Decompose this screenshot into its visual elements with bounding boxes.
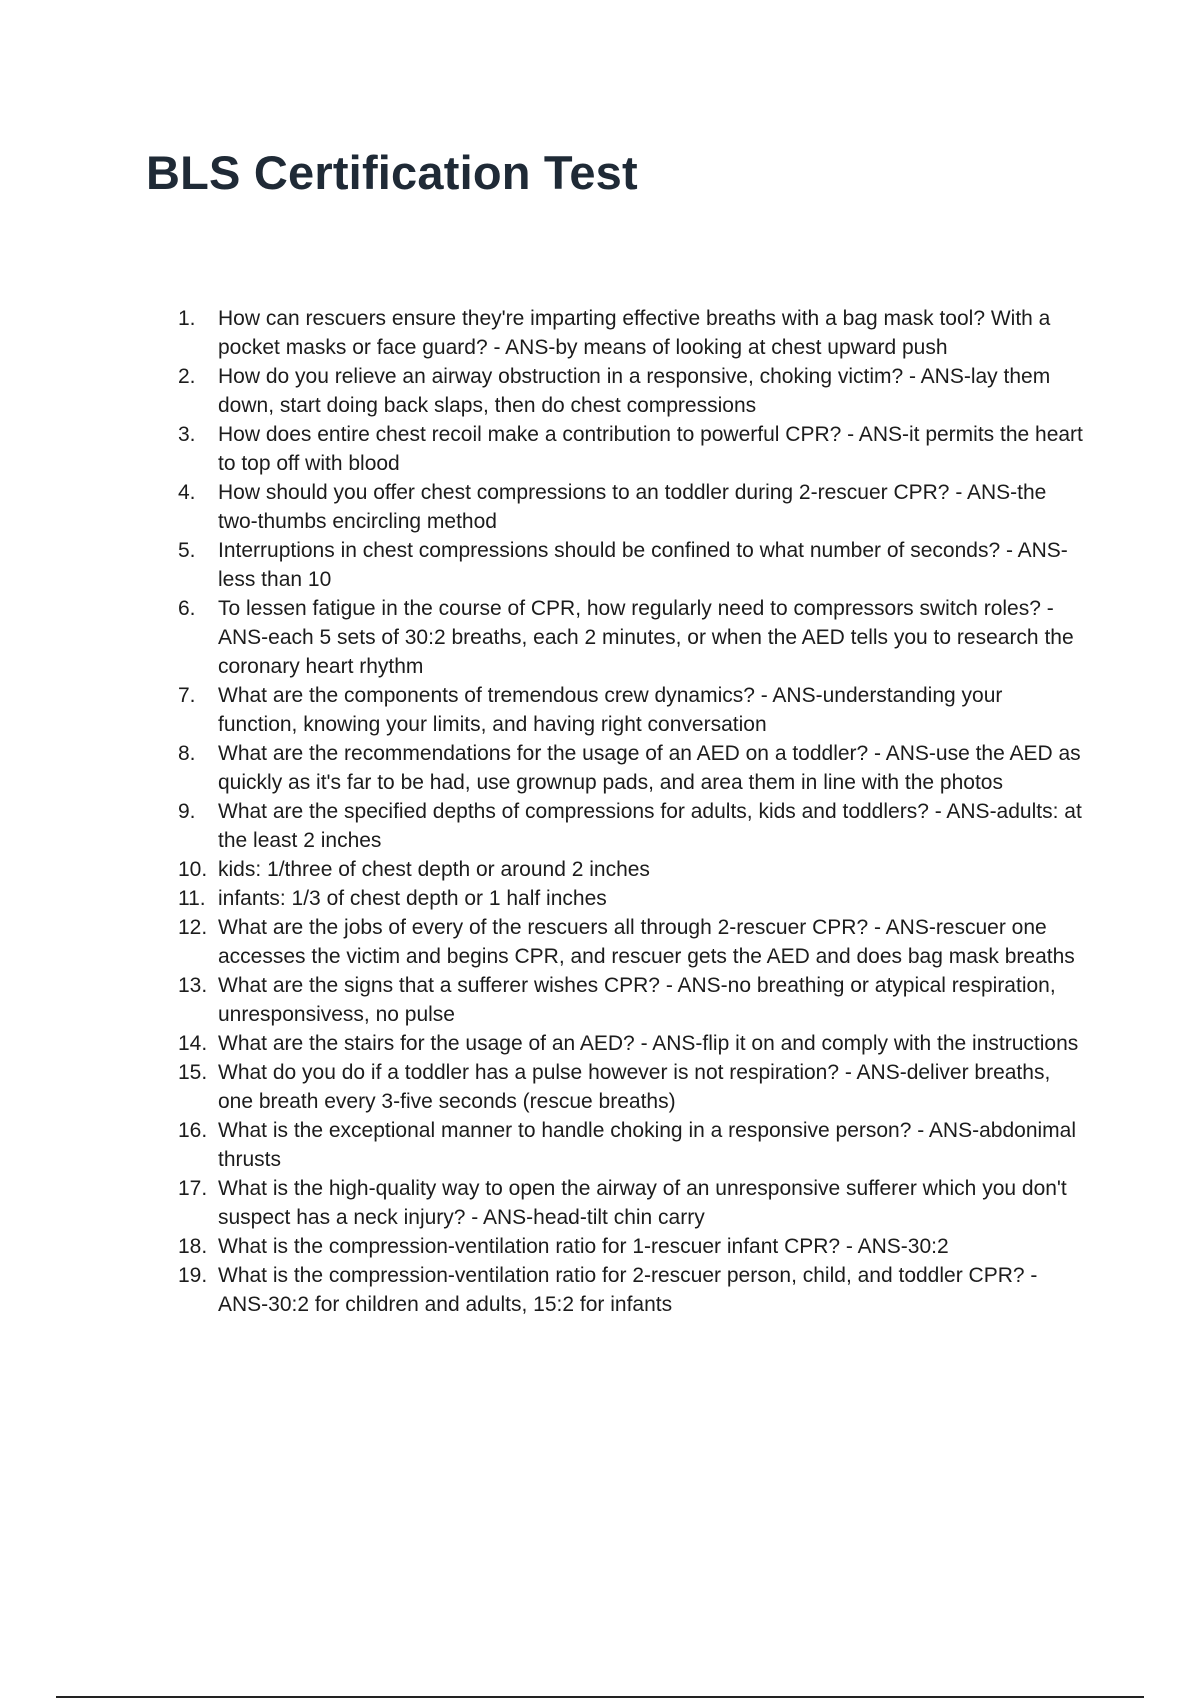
list-item <box>178 797 1083 855</box>
list-item <box>178 304 1083 362</box>
item-text: kids: 1/three of chest depth or around 2 inches <box>218 858 650 881</box>
list-item <box>178 913 1083 971</box>
item-number: 7. <box>178 684 196 707</box>
list-item <box>178 884 1083 913</box>
item-text: What is the exceptional manner to handle choking in a responsive person? - ANS-abdonimal thrusts <box>218 1119 1076 1171</box>
list-item <box>178 1116 1083 1174</box>
item-number: 13. <box>178 974 208 997</box>
item-text: What are the stairs for the usage of an AED? - ANS-flip it on and comply with the instructions <box>218 1032 1079 1055</box>
item-text: How can rescuers ensure they're imparting effective breaths with a bag mask tool? With a pocket masks or face guard? - ANS-by means of looking at chest upward push <box>218 307 1051 359</box>
item-text: What are the recommendations for the usage of an AED on a toddler? - ANS-use the AED as quickly as it's far to be had, use grownup pads, and area them in line with the photos <box>218 742 1081 794</box>
item-number: 1. <box>178 307 196 330</box>
item-number: 8. <box>178 742 196 765</box>
list-item <box>178 1261 1083 1319</box>
item-number: 18. <box>178 1235 208 1258</box>
item-number: 14. <box>178 1032 208 1055</box>
page-title: BLS Certification Test <box>146 146 638 199</box>
item-number: 2. <box>178 365 196 388</box>
item-number: 19. <box>178 1264 208 1287</box>
item-number: 16. <box>178 1119 208 1142</box>
item-text: What are the components of tremendous crew dynamics? - ANS-understanding your function, knowing your limits, and having right conversation <box>218 684 1003 736</box>
item-number: 15. <box>178 1061 208 1084</box>
item-number: 6. <box>178 597 196 620</box>
list-item <box>178 681 1083 739</box>
list-item <box>178 536 1083 594</box>
item-number: 3. <box>178 423 196 446</box>
item-number: 11. <box>178 887 206 910</box>
footer-divider <box>56 1696 1144 1698</box>
item-number: 9. <box>178 800 196 823</box>
item-text: To lessen fatigue in the course of CPR, how regularly need to compressors switch roles? - ANS-each 5 sets of 30:2 breaths, each 2 minutes, or when the AED tells you to research the coronary heart rhythm <box>218 597 1074 678</box>
list-item <box>178 1174 1083 1232</box>
item-number: 12. <box>178 916 208 939</box>
item-text: What is the compression-ventilation ratio for 1-rescuer infant CPR? - ANS-30:2 <box>218 1235 949 1258</box>
item-number: 10. <box>178 858 208 881</box>
list-item <box>178 594 1083 681</box>
item-text: What are the signs that a sufferer wishes CPR? - ANS-no breathing or atypical respiration, unresponsivess, no pulse <box>218 974 1056 1026</box>
item-text: How do you relieve an airway obstruction in a responsive, choking victim? - ANS-lay them down, start doing back slaps, then do chest compressions <box>218 365 1051 417</box>
item-number: 17. <box>178 1177 208 1200</box>
item-text: What are the jobs of every of the rescuers all through 2-rescuer CPR? - ANS-rescuer one accesses the victim and begins CPR, and rescuer gets the AED and does bag mask breaths <box>218 916 1075 968</box>
item-text: What is the compression-ventilation ratio for 2-rescuer person, child, and toddler CPR? - ANS-30:2 for children and adults, 15:2 for infants <box>218 1264 1038 1316</box>
list-item <box>178 1232 1083 1261</box>
list-item <box>178 362 1083 420</box>
item-text: infants: 1/3 of chest depth or 1 half inches <box>218 887 607 910</box>
list-item <box>178 478 1083 536</box>
item-text: How should you offer chest compressions to an toddler during 2-rescuer CPR? - ANS-the two-thumbs encircling method <box>218 481 1047 533</box>
item-text: How does entire chest recoil make a contribution to powerful CPR? - ANS-it permits the heart to top off with blood <box>218 423 1083 475</box>
question-answer-list <box>178 304 1083 1319</box>
list-item <box>178 1058 1083 1116</box>
item-text: What do you do if a toddler has a pulse however is not respiration? - ANS-deliver breaths, one breath every 3-five seconds (rescue breaths) <box>218 1061 1051 1113</box>
item-text: What are the specified depths of compressions for adults, kids and toddlers? - ANS-adults: at the least 2 inches <box>218 800 1082 852</box>
list-item <box>178 420 1083 478</box>
list-item <box>178 739 1083 797</box>
item-text: What is the high-quality way to open the airway of an unresponsive sufferer which you don't suspect has a neck injury? - ANS-head-tilt chin carry <box>218 1177 1067 1229</box>
list-item <box>178 855 1083 884</box>
item-text: Interruptions in chest compressions should be confined to what number of seconds? - ANS-less than 10 <box>218 539 1068 591</box>
item-number: 5. <box>178 539 196 562</box>
item-number: 4. <box>178 481 196 504</box>
list-item <box>178 1029 1083 1058</box>
list-item <box>178 971 1083 1029</box>
